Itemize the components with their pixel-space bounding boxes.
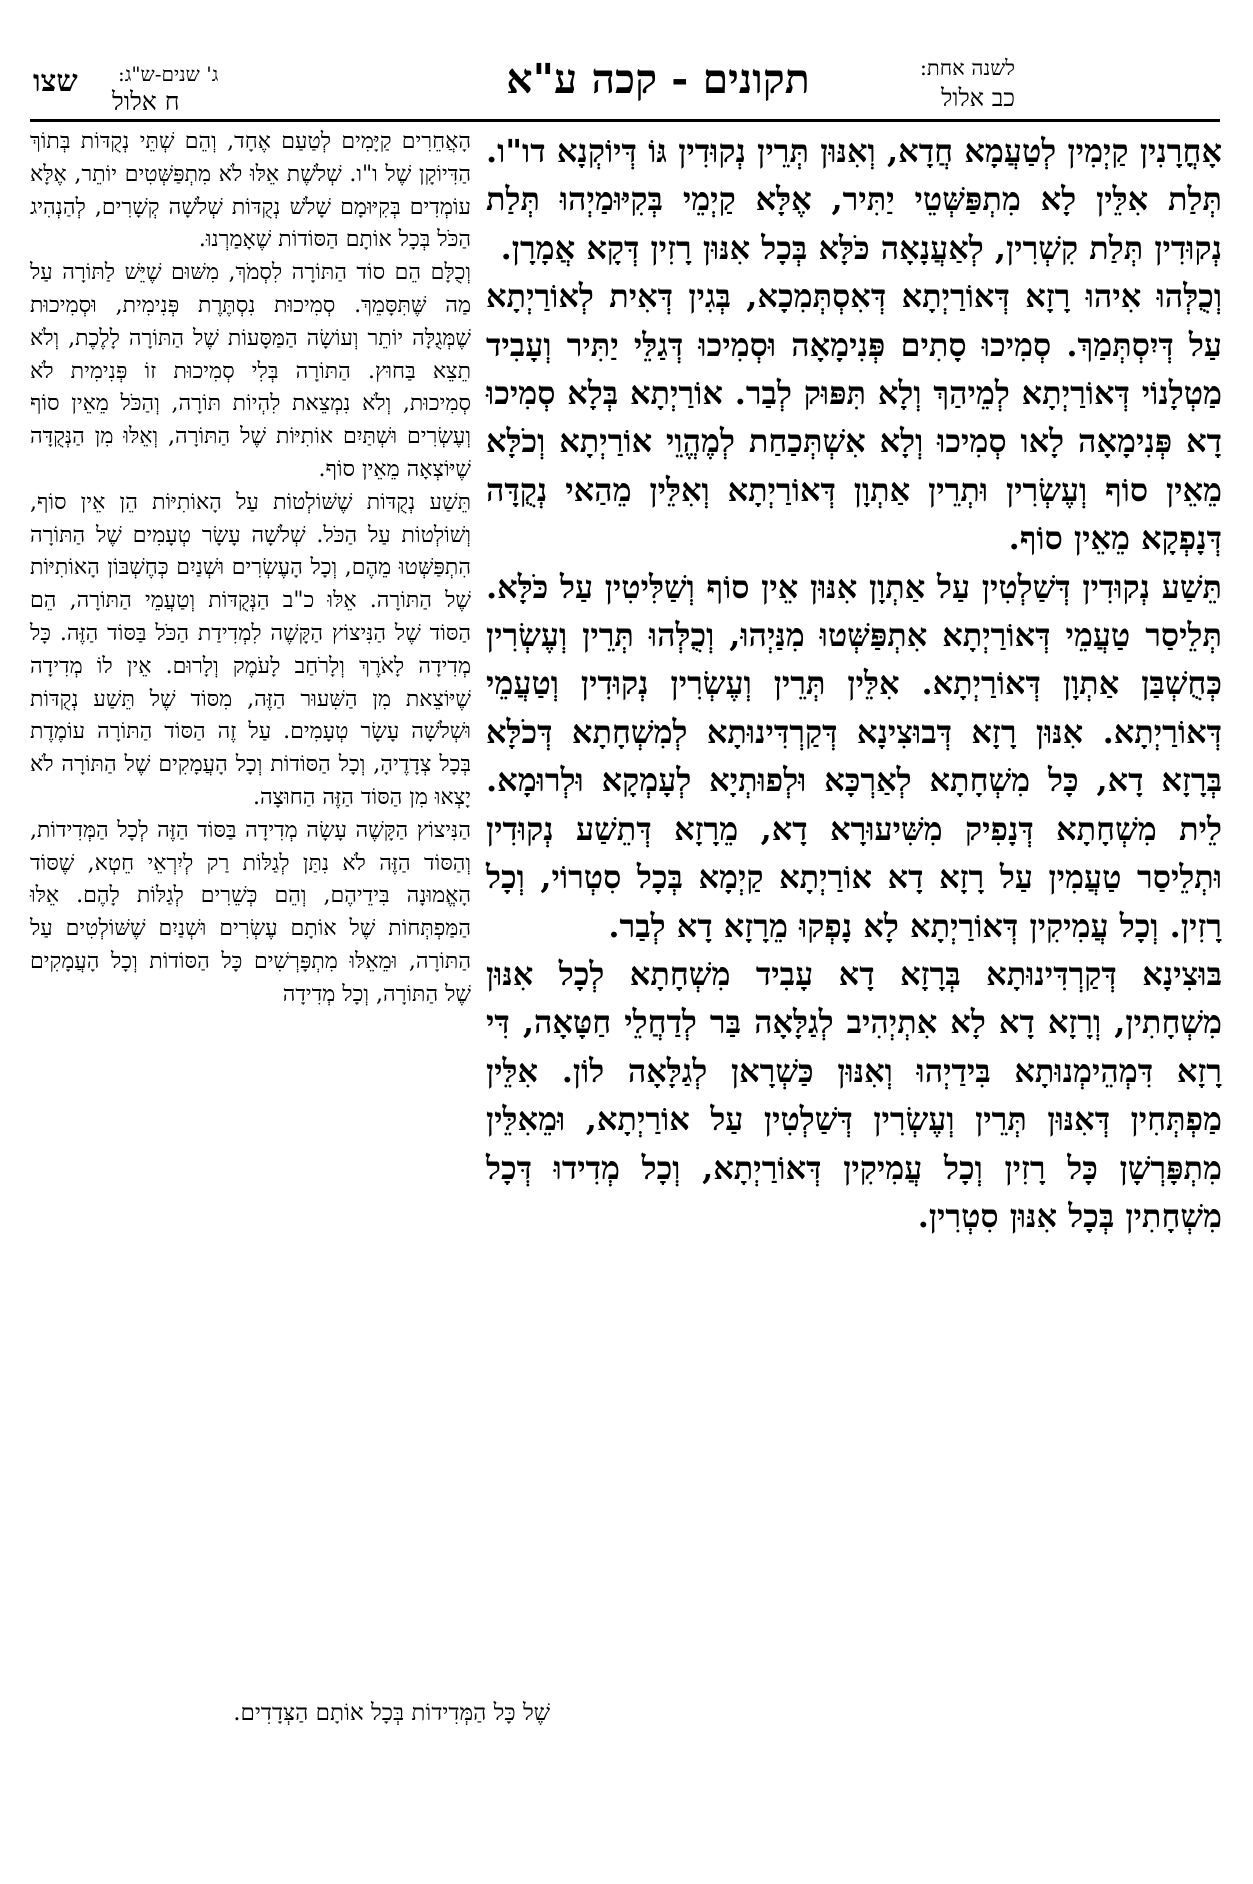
schedule-three-years-label: ג' שנים-ש"ג: <box>118 62 219 86</box>
hebrew-paragraph: הָאֲחֵרִים קַיָּמִים לְטַעַם אֶחָד, וְהֵם שְׁתֵּי נְקֻדּוֹת בְּתוֹךְ הַדִּיוֹקָן שֶׁל ו"ו. שְׁלֹשֶׁת אֵלּוּ לֹא מִתְפַּשְּׁטִים יוֹתֵר, אֶלָּא עוֹמְדִים בְּקִיּוּמָם שָׁלֹשׁ נְקֻדּוֹת שְׁלֹשָׁה קְשָׁרִים, לְהַנְהִיג הַכֹּל בְּכָל אוֹתָם הַסּוֹדוֹת שֶׁאָמַרְנוּ. <box>30 129 471 253</box>
aramaic-text-column <box>486 127 1222 1240</box>
schedule-three-years-date: ח אלול <box>112 87 180 116</box>
page-title: תקונים - קכה ע"א <box>506 55 810 103</box>
aramaic-paragraph: תֵּשַׁע נְקוּדִין דְּשַׁלְטִין עַל אַתְוָן אִנּוּן אֵין סוֹף וְשַׁלִּיטִין עַל כֹּלָּא. תְּלֵיסַר טַעֲמֵי דְּאוֹרַיְתָא אִתְפַּשְּׁטוּ מִנַּיְהוּ, וְכֻלְּהוּ תְּרֵין וְעֶשְׂרִין כְּחֻשְׁבַּן אַתְוָן דְּאוֹרַיְתָא. אִלֵּין תְּרֵין וְעֶשְׂרִין נְקוּדִין וְטַעֲמֵי דְּאוֹרַיְתָא. אִנּוּן רָזָא דְּבוּצִינָא דְּקַרְדִּינוּתָא לְמִשְׁחָתָא דְּכֹלָּא בְּרָזָא דָא, כָּל מִשְׁחָתָא לְאַרְכָּא וּלְפוּתְיָא לְעָמְקָא וּלְרוּמָא. לֵית מִשְׁחָתָא דְּנָפִיק מִשִּׁיעוּרָא דָא, מֵרָזָא דְּתֵשַׁע נְקוּדִין וּתְלֵיסַר טַעֲמִין עַל רָזָא דָא אוֹרַיְתָא קַיְמָא בְּכָל סִטְרוֹי, וְכָל רָזִין. וְכָל עֲמִיקִין דְּאוֹרַיְתָא לָא נָפְקוּ מֵרָזָא דָא לְבַר. <box>486 567 1223 945</box>
header-rule <box>30 119 1220 122</box>
hebrew-final-line: שֶׁל כָּל הַמְּדִידוֹת בְּכָל אוֹתָם הַצְּדָדִים. <box>233 1700 550 1726</box>
aramaic-paragraph: וְכֻלְּהוּ אִיהוּ רָזָא דְּאוֹרַיְתָא דְּאִסְתְּמִכָא, בְּגִין דְּאִית לְאוֹרַיְתָא עַל דְּיִסְתְּמַךְ. סְמִיכוּ סָתִים פְּנִימָאָה וּסְמִיכוּ דְּגַלֵּי יַתִּיר וְעָבִיד מַטְלָנוֹי דְּאוֹרַיְתָא לְמֵיהַךְ וְלָא תִּפּוּק לְבַר. אוֹרַיְתָא בְּלָא סְמִיכוּ דָא פְּנִימָאָה לָאו סְמִיכוּ וְלָא אִשְׁתְּכַחַת לְמֶהֱוֵי אוֹרַיְתָא וְכֹלָּא מֵאֵין סוֹף וְעֶשְׂרִין וּתְרֵין אַתְוָן דְּאוֹרַיְתָא וְאִלֵּין מֵהַאי נְקֻדָּה דְּנָפְקָא מֵאֵין סוֹף. <box>486 277 1222 558</box>
hebrew-translation-column <box>30 126 471 1012</box>
aramaic-paragraph: בּוּצִינָא דְּקַרְדִּינוּתָא בְּרָזָא דָא עָבִיד מִשְׁחָתָא לְכָל אִנּוּן מִשְׁחָתִין, וְרָזָא דָא לָא אִתְיְהִיב לְגַלָּאָה בַּר לְדַחֲלֵי חַטָּאָה, דִּי רָזָא דִּמְהֵימְנוּתָא בִּידַיְהוּ וְאִנּוּן כַּשְׁרָאן לְגַלָּאָה לוֹן. אִלֵּין מַפְתְּחִין דְּאִנּוּן תְּרֵין וְעֶשְׂרִין דְּשַׁלְטִין עַל אוֹרַיְתָא, וּמֵאִלֵּין מִתְפָּרְשָׁן כָּל רָזִין וְכָל עֲמִיקִין דְּאוֹרַיְתָא, וְכָל מְדִידוּ דְּכָל מִשְׁחָתִין בְּכָל אִנּוּן סִטְרִין. <box>486 954 1223 1235</box>
aramaic-paragraph: אָחֳרָנִין קַיְמִין לְטַעֲמָא חֲדָא, וְאִנּוּן תְּרֵין נְקוּדִין גּוֹ דְּיוֹקְנָא דו"ו. תְּלַת אִלֵּין לָא מִתְפַּשְּׁטֵי יַתִּיר, אֶלָּא קַיְמֵי בְּקִיּוּמַיְהוּ תְּלַת נְקוּדִין תְּלַת קִשְׁרִין, לְאַעֲנָאָה כֹּלָּא בְּכָל אִנּוּן רָזִין דְּקָא אֲמָרָן. <box>486 132 1222 267</box>
schedule-one-year-date: כב אלול <box>941 84 1015 112</box>
page-header <box>0 0 1253 120</box>
hebrew-paragraph: הַנִּיצוֹץ הַקָּשֶׁה עָשָׂה מְדִידָה בַּסּוֹד הַזֶּה לְכָל הַמְּדִידוֹת, וְהַסּוֹד הַזֶּה לֹא נִתַּן לְגַלּוֹת רַק לְיִרְאֵי חֵטְא, שֶׁסּוֹד הָאֱמוּנָה בִּידֵיהֶם, וְהֵם כְּשֵׁרִים לְגַלּוֹת לָהֶם. אֵלּוּ הַמַּפְתְּחוֹת שֶׁל אוֹתָם עֶשְׂרִים וּשְׁנַיִם שֶׁשּׁוֹלְטִים עַל הַתּוֹרָה, וּמֵאֵלּוּ מִתְפָּרְשִׁים כָּל הַסּוֹדוֹת וְכָל הָעֲמָקִים שֶׁל הַתּוֹרָה, וְכָל מְדִידָה <box>30 817 471 1007</box>
schedule-one-year-label: לשנה אחת: <box>919 56 1015 80</box>
hebrew-paragraph: תֵּשַׁע נְקֻדּוֹת שֶׁשּׁוֹלְטוֹת עַל הָאוֹתִיּוֹת הֵן אֵין סוֹף, וְשׁוֹלְטוֹת עַל הַכֹּל. שְׁלֹשָׁה עָשָׂר טְעָמִים שֶׁל הַתּוֹרָה הִתְפַּשְּׁטוּ מֵהֶם, וְכָל הָעֶשְׂרִים וּשְׁנַיִם כְּחֶשְׁבּוֹן הָאוֹתִיּוֹת שֶׁל הַתּוֹרָה. אֵלּוּ כ"ב הַנְּקֻדּוֹת וְטַעֲמֵי הַתּוֹרָה, הֵם הַסּוֹד שֶׁל הַנִּיצוֹץ הַקָּשֶׁה לִמְדִידַת הַכֹּל בַּסּוֹד הַזֶּה. כָּל מְדִידָה לָאֹרֶךְ וְלָרֹחַב לָעֹמֶק וְלָרוּם. אֵין לוֹ מְדִידָה שֶׁיּוֹצֵאת מִן הַשִּׁעוּר הַזֶּה, מִסּוֹד שֶׁל תֵּשַׁע נְקֻדּוֹת וּשְׁלֹשָׁה עָשָׂר טְעָמִים. עַל זֶה הַסּוֹד הַתּוֹרָה עוֹמֶדֶת בְּכָל צְדָדֶיהָ, וְכָל הַסּוֹדוֹת וְכָל הָעֲמָקִים שֶׁל הַתּוֹרָה לֹא יָצְאוּ מִן הַסּוֹד הַזֶּה הַחוּצָה. <box>30 489 471 810</box>
page-number: שצו <box>33 64 78 99</box>
hebrew-paragraph: וְכֻלָּם הֵם סוֹד הַתּוֹרָה לִסְמֹךְ, מִשּׁוּם שֶׁיֵּשׁ לַתּוֹרָה עַל מַה שֶּׁתִּסָּמֵךְ. סְמִיכוּת נִסְתֶּרֶת פְּנִימִית, וּסְמִיכוּת שֶׁמְּגֻלָּה יוֹתֵר וְעוֹשָׂה הַמַּסָּעוֹת שֶׁל הַתּוֹרָה לָלֶכֶת, וְלֹא תֵצֵא בַּחוּץ. הַתּוֹרָה בְּלִי סְמִיכוּת זוֹ פְּנִימִית לֹא סְמִיכוּת, וְלֹא נִמְצֵאת לִהְיוֹת תּוֹרָה, וְהַכֹּל מֵאֵין סוֹף וְעֶשְׂרִים וּשְׁתַּיִם אוֹתִיּוֹת שֶׁל הַתּוֹרָה, וְאֵלּוּ מִן הַנְּקֻדָּה שֶׁיּוֹצְאָה מֵאֵין סוֹף. <box>30 260 471 482</box>
